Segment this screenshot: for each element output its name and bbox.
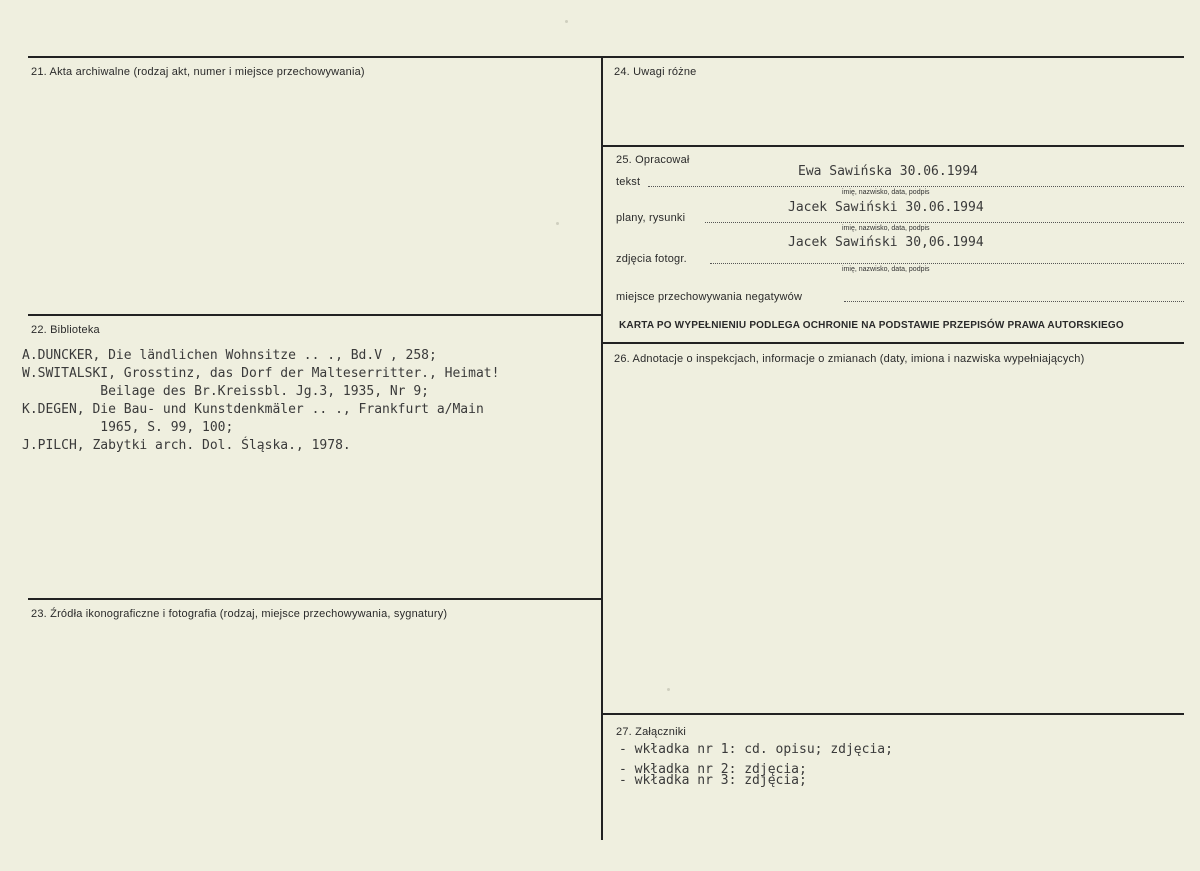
copyright-notice: KARTA PO WYPEŁNIENIU PODLEGA OCHRONIE NA PODSTAWIE PRZEPISÓW PRAWA AUTORSKIEGO xyxy=(619,320,1124,331)
paper-speck xyxy=(565,20,568,23)
paper-speck xyxy=(556,222,559,225)
divider-24-25 xyxy=(602,145,1184,147)
negatives-location-label: miejsce przechowywania negatywów xyxy=(616,291,803,303)
divider-22-23 xyxy=(28,598,602,600)
divider-26-27 xyxy=(602,713,1184,715)
text-author-label: tekst xyxy=(616,176,641,188)
bibliography-line: 1965, S. 99, 100; xyxy=(22,420,234,435)
drawings-author-line xyxy=(705,222,1184,223)
field-24-label: 24. Uwagi różne xyxy=(614,66,697,78)
field-27-label: 27. Załączniki xyxy=(616,726,687,738)
bibliography-line: K.DEGEN, Die Bau- und Kunstdenkmäler .. ., Frankfurt a/Main xyxy=(22,402,484,417)
divider-25-26 xyxy=(602,342,1184,344)
field-26-label: 26. Adnotacje o inspekcjach, informacje o zmianach (daty, imiona i nazwiska wypełniających) xyxy=(614,353,1085,365)
drawings-author-caption: imię, nazwisko, data, podpis xyxy=(842,225,930,232)
bibliography-line: A.DUNCKER, Die ländlichen Wohnsitze .. ., Bd.V , 258; xyxy=(22,348,437,363)
attachment-line: - wkładka nr 1: cd. opisu; zdjęcia; xyxy=(619,742,893,757)
field-25-label: 25. Opracował xyxy=(616,154,690,166)
text-author-caption: imię, nazwisko, data, podpis xyxy=(842,189,930,196)
attachment-line: - wkładka nr 3: zdjęcia; xyxy=(619,773,807,788)
field-22-label: 22. Biblioteka xyxy=(31,324,100,336)
photos-author-value: Jacek Sawiński 30,06.1994 xyxy=(788,235,984,250)
bibliography-line: J.PILCH, Zabytki arch. Dol. Śląska., 1978. xyxy=(22,438,351,453)
photos-author-label: zdjęcia fotogr. xyxy=(616,253,687,265)
photos-author-caption: imię, nazwisko, data, podpis xyxy=(842,266,930,273)
field-23-label: 23. Źródła ikonograficzne i fotografia (rodzaj, miejsce przechowywania, sygnatury) xyxy=(31,608,448,620)
attachment-line: - wkładka nr 2: zdjęcia; xyxy=(619,762,807,777)
top-border-line xyxy=(28,56,1184,58)
bibliography-line: Beilage des Br.Kreissbl. Jg.3, 1935, Nr 9; xyxy=(22,384,429,399)
photos-author-line xyxy=(710,263,1184,264)
divider-21-22 xyxy=(28,314,602,316)
bibliography-line: W.SWITALSKI, Grosstinz, das Dorf der Malteserritter., Heimat! xyxy=(22,366,500,381)
drawings-author-value: Jacek Sawiński 30.06.1994 xyxy=(788,200,984,215)
text-author-line xyxy=(648,186,1184,187)
text-author-value: Ewa Sawińska 30.06.1994 xyxy=(798,164,979,179)
negatives-location-line xyxy=(844,301,1184,302)
center-divider xyxy=(601,56,603,840)
drawings-author-label: plany, rysunki xyxy=(616,212,686,224)
field-21-label: 21. Akta archiwalne (rodzaj akt, numer i miejsce przechowywania) xyxy=(31,66,365,78)
paper-speck xyxy=(667,688,670,691)
